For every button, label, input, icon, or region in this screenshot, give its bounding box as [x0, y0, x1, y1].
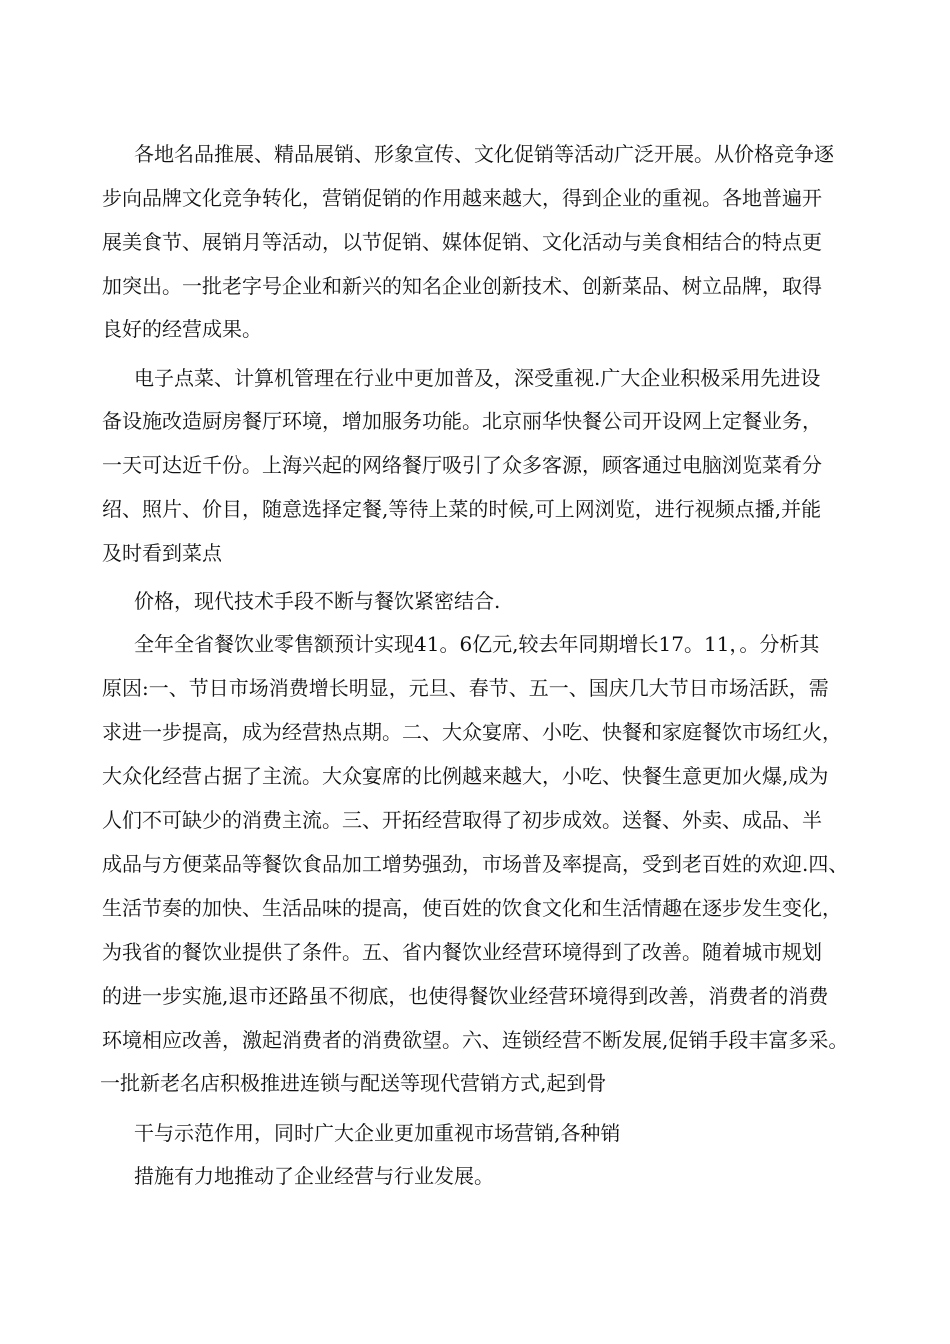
paragraph-4-line-2: 原因:一、节日市场消费增长明显，元旦、春节、五一、国庆几大节日市场活跃，需 [102, 676, 829, 700]
paragraph-5-line-1: 干与示范作用，同时广大企业更加重视市场营销,各种销 [134, 1121, 621, 1145]
paragraph-4-line-11: 一批新老名店积极推进连锁与配送等现代营销方式,起到骨 [100, 1071, 607, 1095]
paragraph-4-line-5: 人们不可缺少的消费主流。三、开拓经营取得了初步成效。送餐、外卖、成品、半 [102, 808, 822, 832]
paragraph-4-line-3: 求进一步提高，成为经营热点期。二、大众宴席、小吃、快餐和家庭餐饮市场红火， [102, 720, 842, 744]
paragraph-6-line-1: 措施有力地推动了企业经营与行业发展。 [134, 1164, 494, 1188]
paragraph-1-line-2: 步向品牌文化竞争转化，营销促销的作用越来越大，得到企业的重视。各地普遍开 [102, 186, 822, 210]
paragraph-4-line-10: 环境相应改善，激起消费者的消费欲望。六、连锁经营不断发展,促销手段丰富多采。 [102, 1028, 849, 1052]
paragraph-4-line-9: 的进一步实施,退市还路虽不彻底，也使得餐饮业经营环境得到改善，消费者的消费 [102, 984, 829, 1008]
paragraph-4-line-1: 全年全省餐饮业零售额预计实现41。6亿元,较去年同期增长17。11，。分析其 [134, 632, 820, 656]
paragraph-2-line-1: 电子点菜、计算机管理在行业中更加普及，深受重视.广大企业积极采用先进设 [134, 366, 821, 390]
paragraph-2-line-4: 绍、照片、价目，随意选择定餐,等待上菜的时候,可上网浏览，进行视频点播,并能 [102, 497, 822, 521]
paragraph-2-line-2: 备设施改造厨房餐厅环境，增加服务功能。北京丽华快餐公司开设网上定餐业务， [102, 409, 822, 433]
paragraph-4-line-6: 成品与方便菜品等餐饮食品加工增势强劲，市场普及率提高，受到老百姓的欢迎.四、 [102, 852, 849, 876]
paragraph-1-line-1: 各地名品推展、精品展销、形象宣传、文化促销等活动广泛开展。从价格竞争逐 [134, 142, 834, 166]
paragraph-1-line-4: 加突出。一批老字号企业和新兴的知名企业创新技术、创新菜品、树立品牌，取得 [102, 274, 822, 298]
paragraph-4-line-7: 生活节奏的加快、生活品味的提高，使百姓的饮食文化和生活情趣在逐步发生变化， [102, 896, 842, 920]
paragraph-2-line-5: 及时看到菜点 [102, 541, 222, 565]
paragraph-4-line-4: 大众化经营占据了主流。大众宴席的比例越来越大，小吃、快餐生意更加火爆,成为 [102, 764, 829, 788]
paragraph-3-line-1: 价格，现代技术手段不断与餐饮紧密结合. [134, 589, 501, 613]
paragraph-1-line-3: 展美食节、展销月等活动，以节促销、媒体促销、文化活动与美食相结合的特点更 [102, 230, 822, 254]
paragraph-2-line-3: 一天可达近千份。上海兴起的网络餐厅吸引了众多客源，顾客通过电脑浏览菜肴分 [102, 453, 822, 477]
paragraph-1-line-5: 良好的经营成果。 [102, 317, 262, 341]
paragraph-4-line-8: 为我省的餐饮业提供了条件。五、省内餐饮业经营环境得到了改善。随着城市规划 [102, 940, 822, 964]
